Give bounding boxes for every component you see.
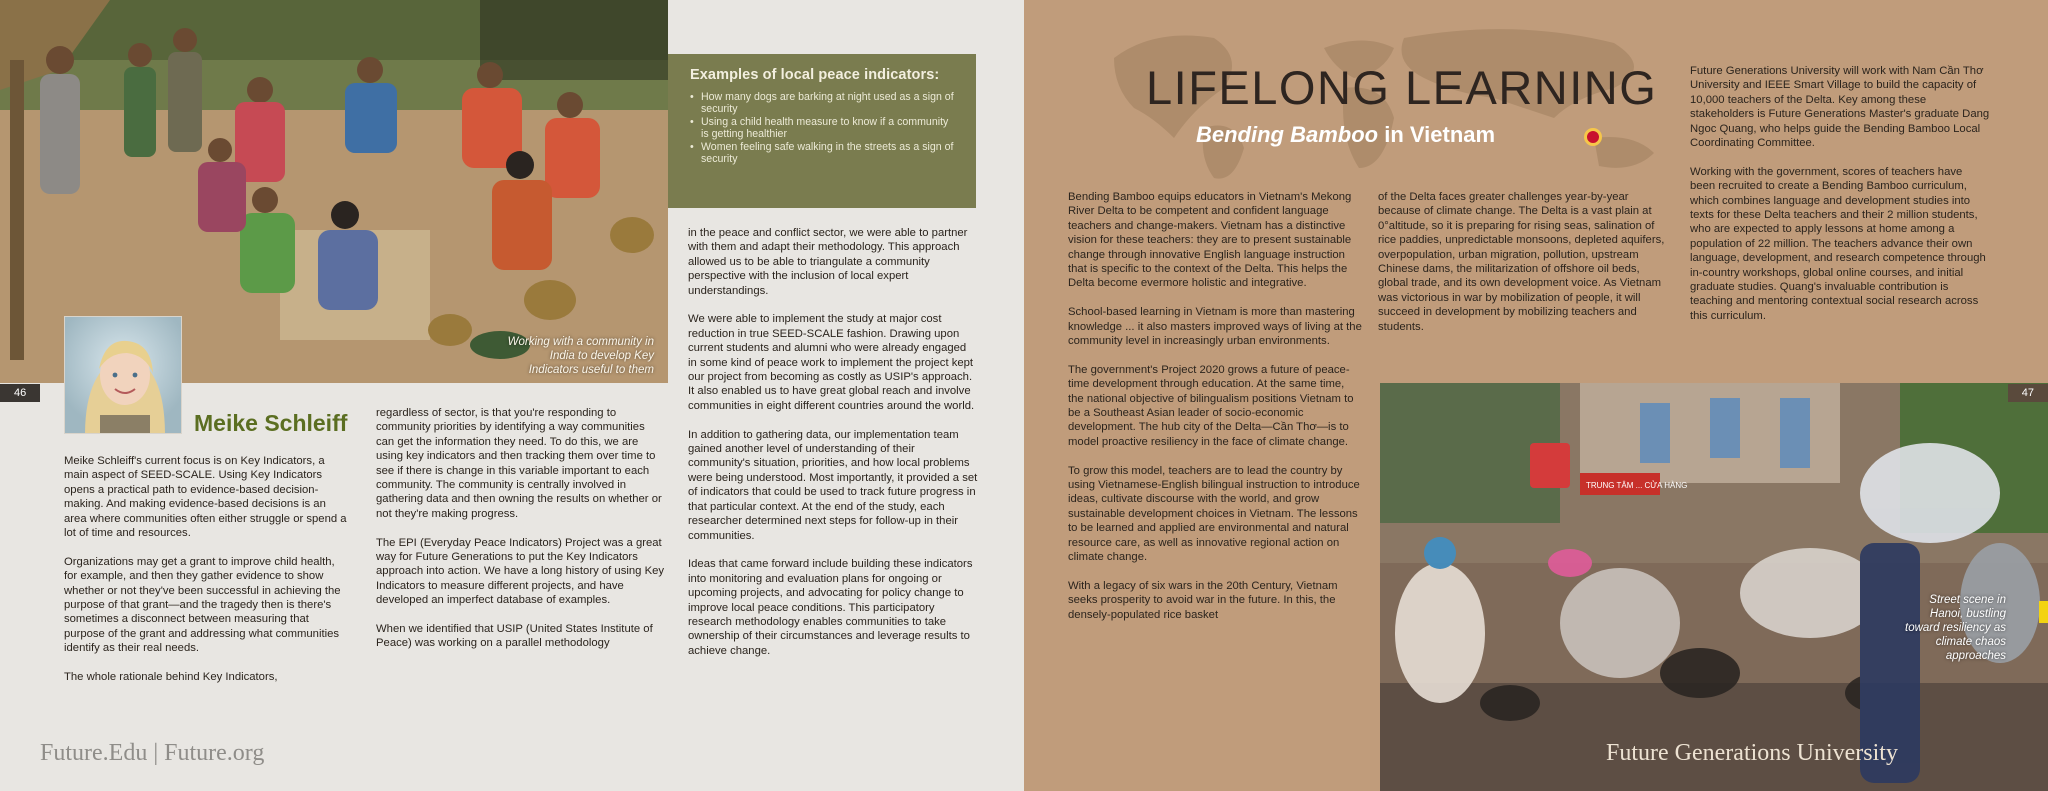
paragraph: Working with the government, scores of teachers have been recruited to create a Bending Bamboo curriculum, which combines language and development studies into texts for these Delta teachers and their 2 million students, who are expected to apply lessons at home among a population of 22 million. The teachers advance their own language, development, and research competence through in-country workshops, global online courses, and initial graduate studies. Quang's invaluable contribution is teaching and mentoring contextual social research across this curriculum. — [1690, 165, 1986, 322]
paragraph: In addition to gathering data, our implementation team gained another level of understanding of their community's situation, priorities, and how local problems were being understood. Most importantly, it provided a set of indicators that could be used to track future progress in that particular context. At the end of the study, each researcher determined next steps for follow-up in their communities. — [688, 428, 978, 542]
article-column-3 — [688, 226, 978, 673]
photo-caption-india: Working with a community in India to develop Key Indicators useful to them — [507, 336, 654, 376]
photo-hanoi-illustration — [1380, 383, 2048, 791]
paragraph: To grow this model, teachers are to lead the country by using Vietnamese-English bilingual instruction to introduce ideas, cultivate discourse with the world, and grow sustainable development choices in Vietnam. The lessons to be learned and applied are environmental and natural resource care, as well as innovative regional action on climate change. — [1068, 464, 1360, 564]
footer-right: Future Generations University — [1606, 740, 1898, 766]
sidebar-item: • How many dogs are barking at night used as a sign of security — [690, 91, 954, 116]
sidebar-item: • Using a child health measure to know if a community is getting healthier — [690, 116, 954, 141]
paragraph: Meike Schleiff's current focus is on Key Indicators, a main aspect of SEED-SCALE. Using Key Indicators opens a practical path to evidence-based decision-making. And making evidence-based decisions is an area where communities often either struggle or spend a lot of time and resources. — [64, 455, 347, 540]
paragraph: The EPI (Everyday Peace Indicators) Project was a great way for Future Generations to put the Key Indicators approach into action. We have a long history of using Key Indicators to measure different projects, and have developed an imperfect database of examples. — [376, 536, 665, 607]
paragraph: Bending Bamboo equips educators in Vietnam's Mekong River Delta to be competent and confident language teachers and change-makers. Vietnam has a distinctive vision for these teachers: they are to present sustainable change through innovative English language instruction that is specific to the context of the Delta. This helps the Delta become evermore holistic and integrative. — [1068, 191, 1352, 290]
article-column-1 — [64, 454, 348, 699]
page-edge-tab — [2039, 601, 2048, 623]
paragraph: The whole rationale behind Key Indicators, — [64, 671, 278, 684]
paragraph: in the peace and conflict sector, we were able to partner with them and adapt their methodology. This approach allowed us to be able to triangulate a community perspective with the inclusion of local expert understandings. — [688, 227, 968, 297]
location-pin-icon — [1584, 128, 1602, 146]
portrait-illustration — [65, 317, 182, 434]
peace-indicators-sidebar — [668, 54, 976, 208]
article-column-6 — [1690, 64, 1990, 338]
paragraph: Future Generations University will work with Nam Cần Thơ University and IEEE Smart Village to build the capacity of 10,000 teachers of the Delta. Key among these stakeholders is Future Generations Master's graduate Dang Ngoc Quang, who helps guide the Bending Bamboo Local Coordinating Committee. — [1690, 65, 1990, 150]
subtitle-rest: in Vietnam — [1378, 122, 1496, 147]
paragraph: Organizations may get a grant to improve child health, for example, and then they gather evidence to show whether or not they've been successful in achieving the purpose of that grant—and the tragedy then is there's sometimes a disconnect between measuring that purpose of the grant and addressing what communities identify as their real needs. — [64, 555, 341, 655]
author-portrait — [64, 316, 182, 434]
subtitle-italic: Bending Bamboo — [1196, 122, 1379, 147]
paragraph: With a legacy of six wars in the 20th Century, Vietnam seeks prosperity to avoid war in the future. In this, the densely-populated rice basket — [1068, 579, 1338, 621]
article-column-5 — [1378, 190, 1672, 348]
footer-left: Future.Edu | Future.org — [40, 740, 265, 766]
sidebar-title: Examples of local peace indicators: — [690, 67, 940, 83]
photo-hanoi-street — [1380, 383, 2048, 791]
page-number-right: 47 — [2008, 384, 2048, 402]
paragraph: When we identified that USIP (United States Institute of Peace) was working on a parallel methodology — [376, 623, 653, 650]
article-column-2 — [376, 406, 666, 665]
paragraph: regardless of sector, is that you're responding to community priorities by identifying a way communities can get the information they need. To do this, we are using key indicators and then tracking them over time to see if there is change in this variable important to each community. The community is centrally involved in gathering data and then owning the results on whether or not they're making progress. — [376, 407, 662, 520]
paragraph: School-based learning in Vietnam is more than mastering knowledge ... it also masters improved ways of living at the community level in increasingly urban environments. — [1068, 306, 1362, 348]
sidebar-item: • Women feeling safe walking in the streets as a sign of security — [690, 141, 954, 166]
photo-caption-hanoi: Street scene in Hanoi, bustling toward resiliency as climate chaos approaches — [1905, 594, 2006, 662]
page-number-left: 46 — [0, 384, 40, 402]
paragraph: Ideas that came forward include building these indicators into monitoring and evaluation plans for ongoing or upcoming projects, and advocating for policy change to improve local peace conditions. This participatory research methodology enables communities to take ownership of their circumstances and leverage results to achieve change. — [688, 558, 973, 657]
paragraph: We were able to implement the study at major cost reduction in true SEED-SCALE fashion. Drawing upon current students and alumni who were already engaged in some kind of peace work to implement the project kept our project from becoming as costly as USIP's approach. It also enabled us to have great global reach and involve communities in eight different countries around the world. — [688, 313, 975, 412]
article-column-4 — [1068, 190, 1362, 637]
paragraph: of the Delta faces greater challenges year-by-year because of climate change. The Delta is a vast plain at 0°altitude, so it is preparing for rising seas, salination of rice paddies, unpredictable monsoons, depleted aquifers, overpopulation, urban migration, pollution, upstream Chinese dams, the militarization of offshore oil beds, global trade, and its own development voice. As Vietnam was victorious in war by mobilization of people, it will succeed in development by mobilizing teachers and students. — [1378, 191, 1665, 333]
sidebar-list — [690, 91, 954, 165]
street-banner: TRUNG TÂM ... CỬA HÀNG — [1586, 481, 1688, 490]
author-name: Meike Schleiff — [194, 410, 348, 436]
paragraph: The government's Project 2020 grows a future of peace-time development through education. At the same time, the national objective of bilingualism positions Vietnam to be a Southeast Asian leader of socio-economic development. The hub city of the Delta—Cần Thơ—is to model proactive resiliency in the face of climate change. — [1068, 363, 1354, 448]
page-title: LIFELONG LEARNING — [1146, 61, 1658, 114]
page-subtitle — [1196, 122, 1495, 148]
